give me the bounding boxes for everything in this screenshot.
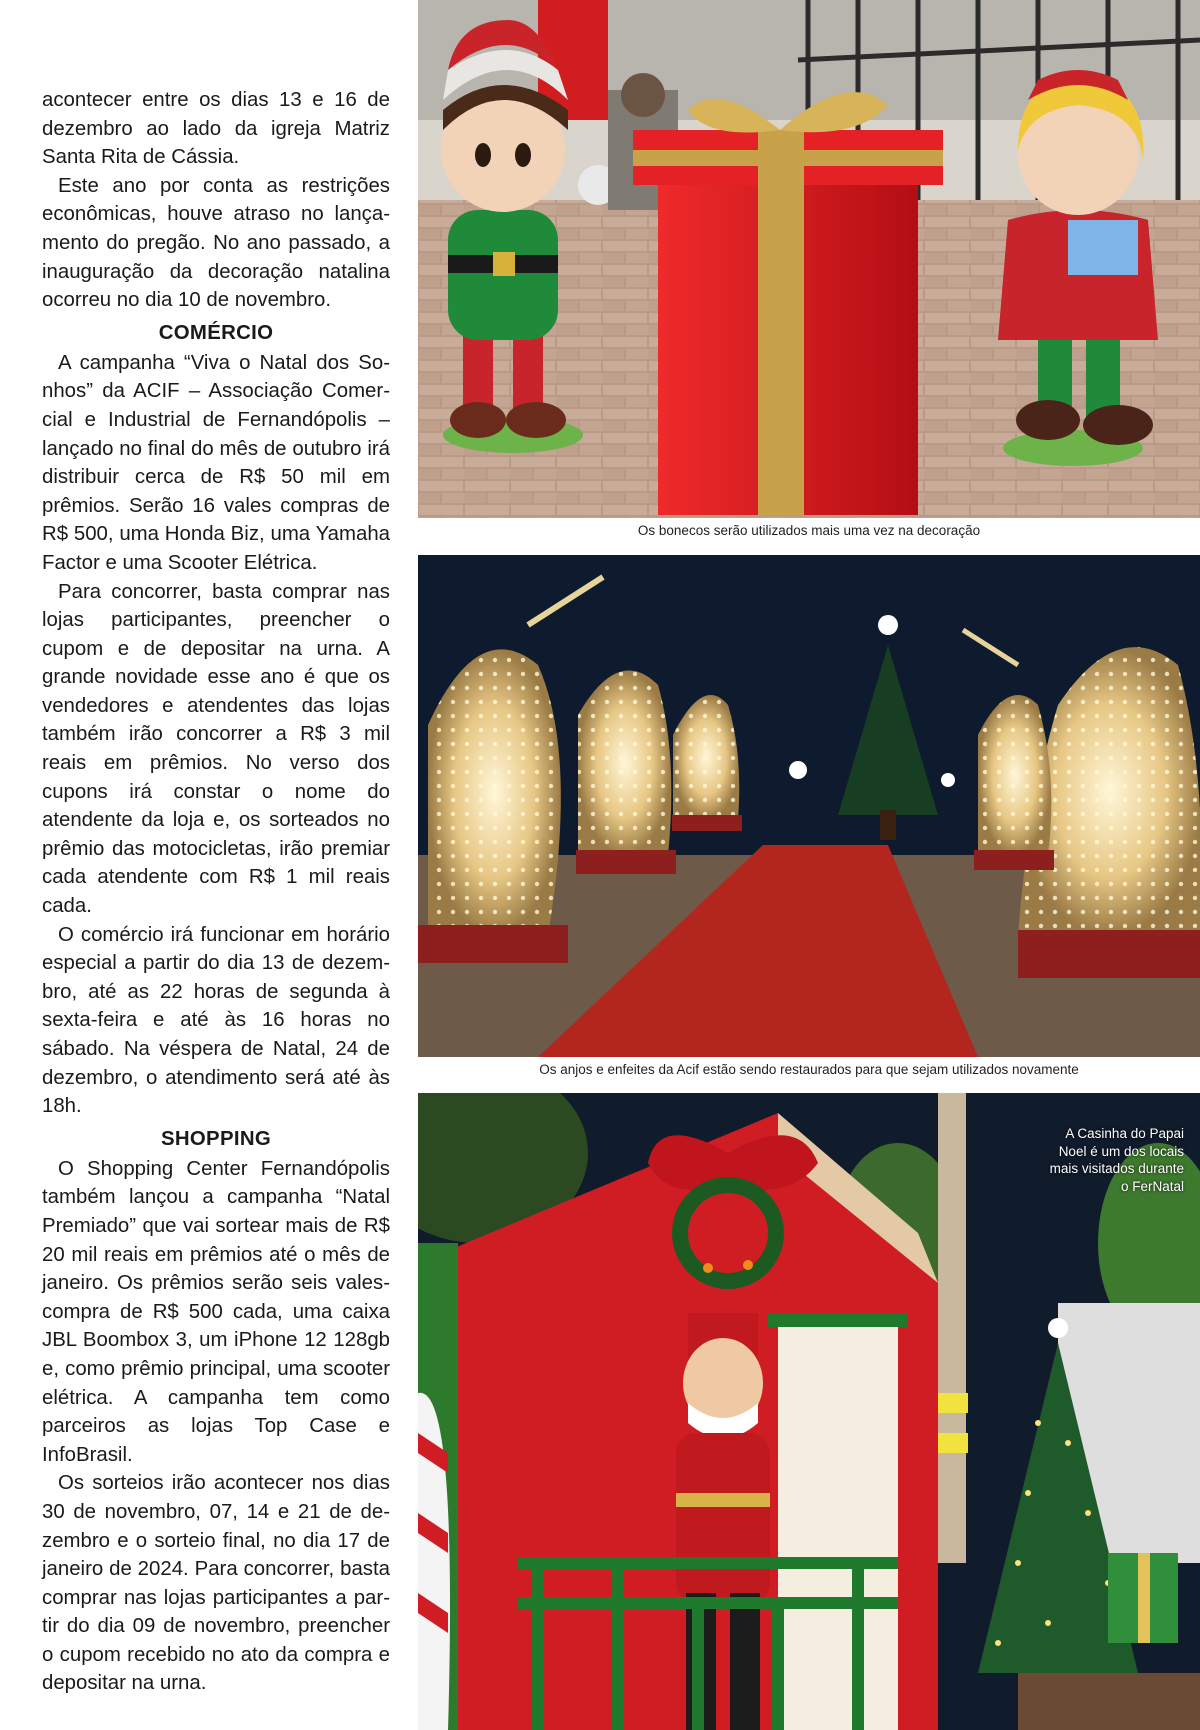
paragraph-3: A campanha “Viva o Natal dos Sonhos” da ACIF – Associação Comercial e Industrial de Fernandópolis – lançado no final do mês de outubro irá distribuir cerca de R$ 50 mil em prêmios. Serão 16 vales compras de R$ 500, uma Honda Biz, uma Yamaha Factor e uma Scooter Elétrica. — [42, 351, 390, 574]
section-heading-shopping: SHOPPING — [160, 1127, 272, 1150]
paragraph-4: Para concorrer, basta comprar nas lojas participantes, preencher o cupom e de depositar na urna. A grande novidade esse ano é que os vendedores e atendentes das lojas também irão concorrer a R$ 3 mil reais em prêmios. No verso dos cupons irá constar o nome do atendente da loja e, os sorteados no prêmio das motocicletas, irão premiar cada atendente com R$ 1 mil reais cada. — [42, 580, 390, 918]
paragraph-2: Este ano por conta as restrições econômicas, houve atraso no lançamento do pregão. No ano passado, a inauguração da decoração natalina ocorreu no dia 10 de novembro. — [42, 174, 390, 312]
photo-angels — [418, 555, 1200, 1057]
photo-angels-image — [418, 555, 1200, 1057]
photo3-caption: A Casinha do Papai Noel é um dos locais mais visitados durante o FerNatal — [1049, 1126, 1184, 1194]
photo-elves-gift — [418, 0, 1200, 518]
paragraph-5: O comércio irá funcionar em horário especial a partir do dia 13 de dezembro, até as 22 horas de segunda à sexta-feira e até às 16 horas no sábado. Na véspera de Natal, 24 de dezembro, o atendimento será até às 18h. — [42, 923, 390, 1118]
section-heading-comercio: COMÉRCIO — [158, 321, 274, 344]
photo-elves-gift-image — [418, 0, 1200, 518]
photo-santa-house — [418, 1093, 1200, 1730]
article-text-column — [42, 86, 390, 1698]
paragraph-7: Os sorteios irão acontecer nos dias 30 de novembro, 07, 14 e 21 de dezembro e o sorteio final, no dia 17 de janeiro de 2024. Para concorrer, basta comprar nas lojas participantes a partir do dia 09 de novembro, preencher o cupom recebido no ato da compra e depositar na urna. — [42, 1472, 390, 1695]
photo2-caption: Os anjos e enfeites da Acif estão sendo restaurados para que sejam utilizados novamente — [539, 1062, 1079, 1077]
paragraph-6: O Shopping Center Fernandópolis também lançou a campanha “Natal Premiado” que vai sortear mais de R$ 20 mil reais em prêmios até o mês de janeiro. Os prêmios serão seis vales-compra de R$ 500 cada, uma caixa JBL Boombox 3, um iPhone 12 128gb e, como prêmio principal, uma scooter elétrica. A campanha tem como parceiros as lojas Top Case e InfoBrasil. — [42, 1157, 390, 1466]
paragraph-1: acontecer entre os dias 13 e 16 de dezembro ao lado da igreja Matriz Santa Rita de Cássia. — [42, 89, 390, 169]
photo1-caption: Os bonecos serão utilizados mais uma vez na decoração — [637, 523, 981, 538]
